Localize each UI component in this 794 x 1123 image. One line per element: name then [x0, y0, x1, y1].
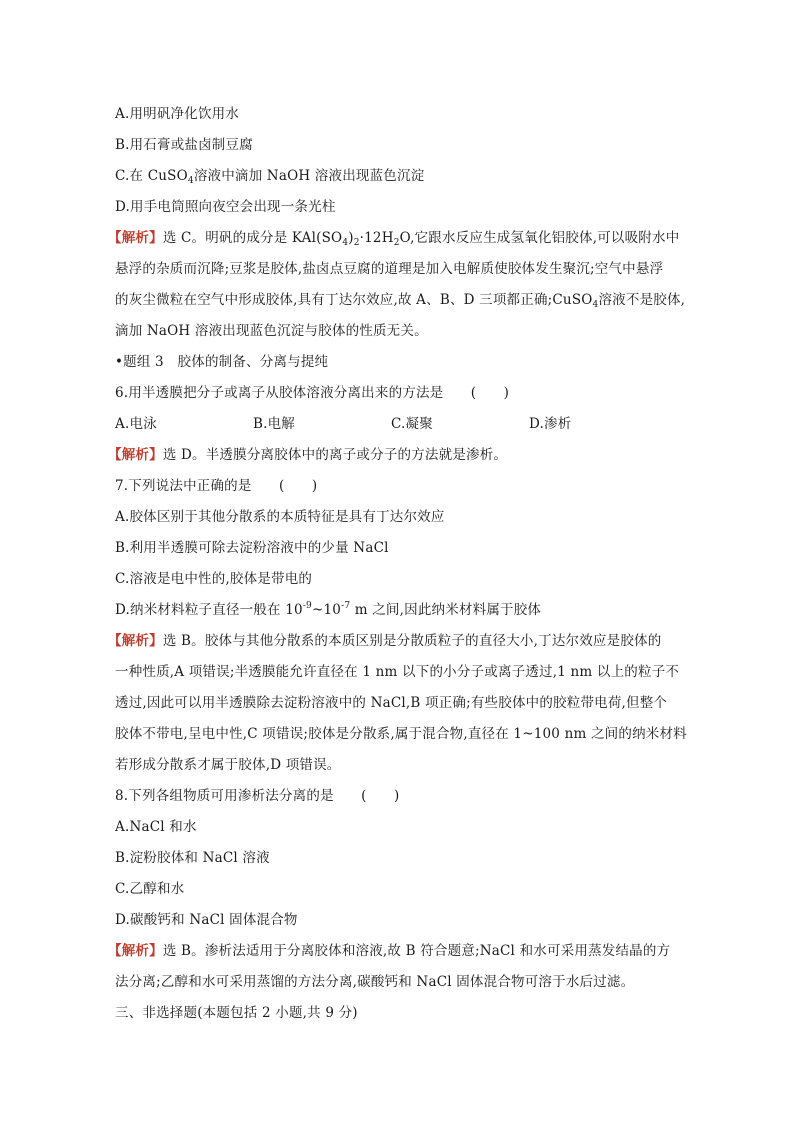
- q5-analysis-line-3: 的灰尘微粒在空气中形成胶体,具有丁达尔效应,故 A、B、D 三项都正确;CuSO$_4$溶液不是胶体,: [115, 292, 686, 310]
- q6-option-c: C.凝聚: [391, 416, 433, 432]
- q7-analysis-line-1: 【解析】选 B。胶体与其他分散系的本质区别是分散质粒子的直径大小,丁达尔效应是胶体的: [108, 633, 662, 649]
- q8-analysis-line-2: 法分离;乙醇和水可采用蒸馏的方法分离,碳酸钙和 NaCl 固体混合物可溶于水后过滤。: [115, 974, 635, 990]
- q6-option-b: B.电解: [253, 416, 296, 432]
- analysis-tag: 【解析】: [108, 447, 163, 463]
- q5-analysis-line-1: 【解析】选 C。明矾的成分是 $KAl(SO_4)_2\cdot 12H_2O$,它跟水反应生成氢氧化铝胶体,可以吸附水中: [108, 230, 680, 248]
- q7-stem: 7.下列说法中正确的是 ( ): [115, 478, 318, 494]
- q8-option-d: D.碳酸钙和 NaCl 固体混合物: [115, 912, 298, 928]
- q6-analysis: 【解析】选 D。半透膜分离胶体中的离子或分子的方法就是渗析。: [108, 447, 508, 463]
- q5-option-c: C.在 CuSO$_4$溶液中滴加 NaOH 溶液出现蓝色沉淀: [115, 168, 425, 186]
- q7-analysis-line-5: 若形成分散系才属于胶体,D 项错误。: [115, 757, 341, 773]
- q5-option-a: A.用明矾净化饮用水: [115, 106, 240, 122]
- group-3-heading: •题组 3 胶体的制备、分离与提纯: [115, 354, 329, 370]
- q8-analysis-line-1: 【解析】选 B。渗析法适用于分离胶体和溶液,故 B 符合题意;NaCl 和水可采用蒸发结晶的方: [108, 943, 671, 959]
- q7-analysis-line-3: 透过,因此可以用半透膜除去淀粉溶液中的 NaCl,B 项正确;有些胶体中的胶粒带电荷,但整个: [115, 695, 668, 711]
- q6-stem: 6.用半透膜把分子或离子从胶体溶液分离出来的方法是 ( ): [115, 385, 510, 401]
- q6-options: [115, 414, 571, 434]
- q5-option-d: D.用手电筒照向夜空会出现一条光柱: [115, 199, 336, 215]
- q5-option-b: B.用石膏或盐卤制豆腐: [115, 137, 253, 153]
- q7-option-c: C.溶液是电中性的,胶体是带电的: [115, 571, 313, 587]
- analysis-tag: 【解析】: [108, 230, 163, 246]
- q8-option-c: C.乙醇和水: [115, 881, 185, 897]
- q6-option-d: D.渗析: [529, 416, 572, 432]
- q5-analysis-line-4: 滴加 NaOH 溶液出现蓝色沉淀与胶体的性质无关。: [115, 323, 428, 339]
- q8-stem: 8.下列各组物质可用渗析法分离的是 ( ): [115, 788, 400, 804]
- q6-option-a: A.电泳: [115, 416, 157, 432]
- section-3-heading: 三、非选择题(本题包括 2 小题,共 9 分): [115, 1005, 358, 1021]
- q7-option-a: A.胶体区别于其他分散系的本质特征是具有丁达尔效应: [115, 509, 445, 525]
- q7-option-d: D.纳米材料粒子直径一般在 $10^{-9}\sim 10^{-7}$ m 之间,因此纳米材料属于胶体: [115, 601, 542, 618]
- analysis-tag: 【解析】: [108, 943, 163, 959]
- q7-option-b: B.利用半透膜可除去淀粉溶液中的少量 NaCl: [115, 540, 389, 556]
- q7-analysis-line-2: 一种性质,A 项错误;半透膜能允许直径在 1 nm 以下的小分子或离子透过,1 nm 以上的粒子不: [115, 664, 680, 680]
- q8-option-a: A.NaCl 和水: [115, 819, 197, 835]
- q5-analysis-line-2: 悬浮的杂质而沉降;豆浆是胶体,盐卤点豆腐的道理是加入电解质使胶体发生聚沉;空气中悬浮: [115, 261, 664, 277]
- analysis-tag: 【解析】: [108, 633, 163, 649]
- q8-option-b: B.淀粉胶体和 NaCl 溶液: [115, 850, 270, 866]
- q7-analysis-line-4: 胶体不带电,呈电中性,C 项错误;胶体是分散系,属于混合物,直径在 1~100 nm 之间的纳米材料: [115, 726, 687, 742]
